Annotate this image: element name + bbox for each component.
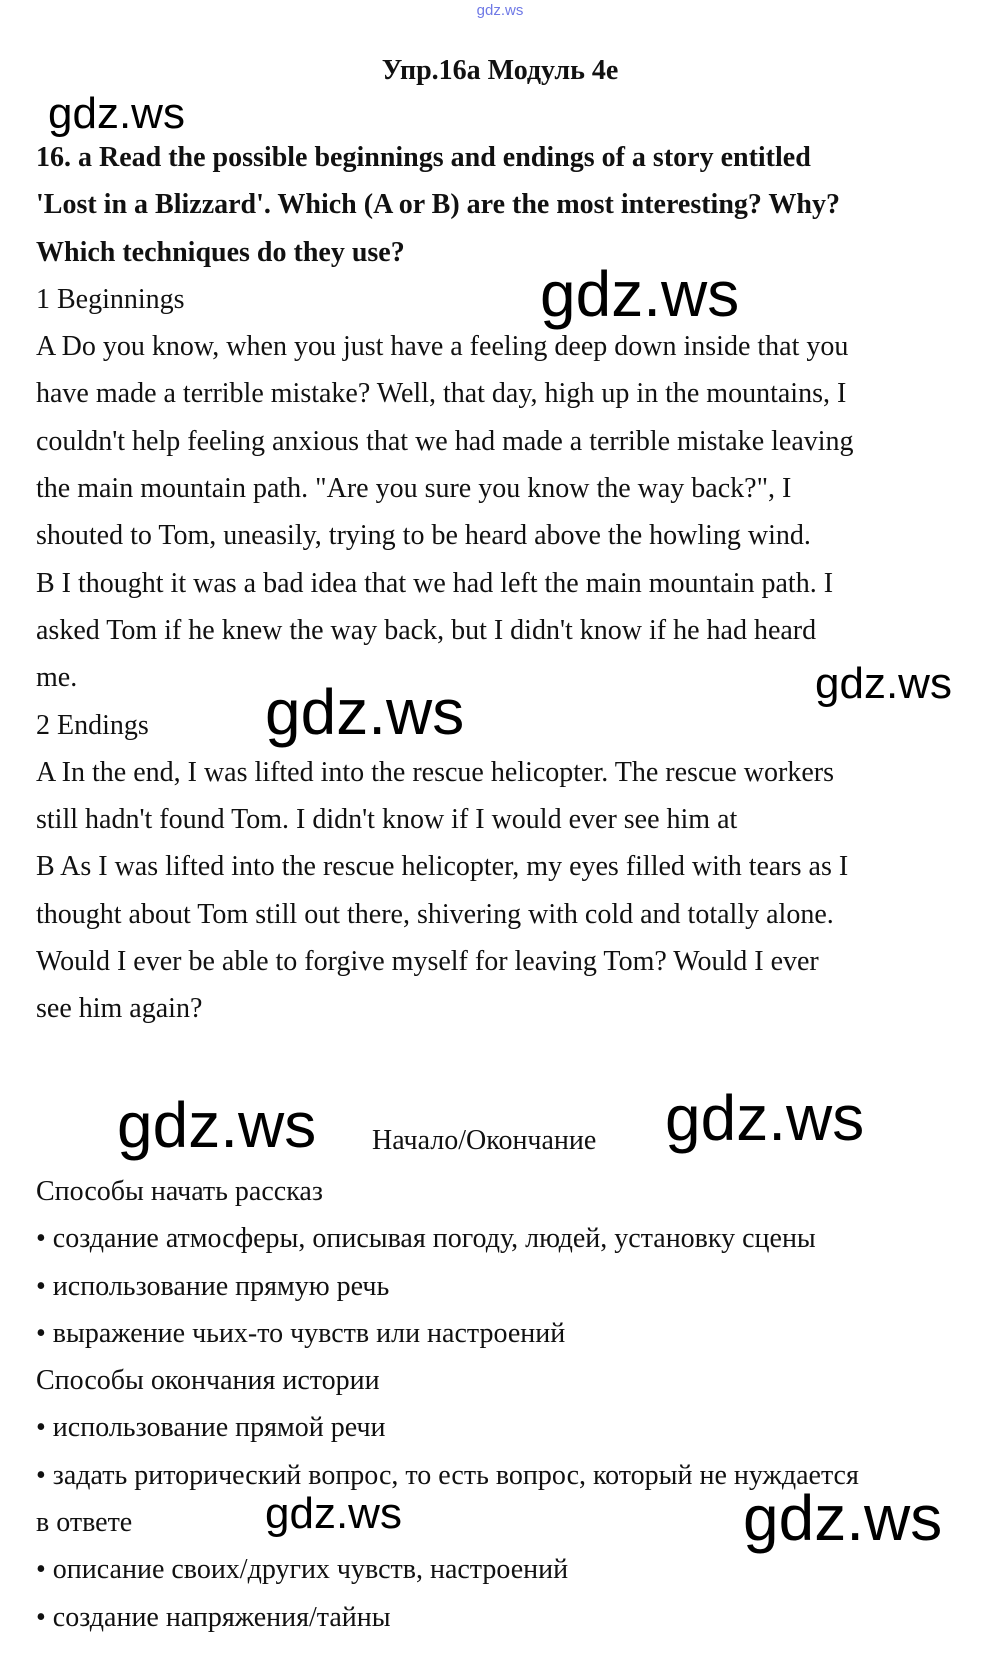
answer-line: • создание напряжения/тайны <box>36 1601 391 1633</box>
answer-line: • выражение чьих-то чувств или настроений <box>36 1317 566 1349</box>
answer-label: Начало/Окончание <box>372 1125 597 1156</box>
watermark-logo: gdz.ws <box>265 1489 402 1538</box>
beginning-a-line: the main mountain path. "Are you sure you know the way back?", I <box>36 473 792 505</box>
watermark-logo: gdz.ws <box>743 1482 943 1554</box>
answer-line: в ответе <box>36 1507 133 1539</box>
ending-b-line: Would I ever be able to forgive myself for leaving Tom? Would I ever <box>36 946 819 978</box>
watermark-logo: gdz.ws <box>665 1082 865 1154</box>
answer-text <box>36 1168 976 1641</box>
top-watermark: gdz.ws <box>476 2 524 19</box>
ending-a-line: A In the end, I was lifted into the rescue helicopter. The rescue workers <box>36 756 834 788</box>
watermark-logo: gdz.ws <box>48 89 185 138</box>
beginning-a-line: shouted to Tom, uneasily, trying to be heard above the howling wind. <box>36 520 811 552</box>
answer-line: • использование прямой речи <box>36 1412 386 1444</box>
endings-heading: 2 Endings <box>36 709 149 741</box>
instruction-line: 16. a Read the possible beginnings and endings of a story entitled <box>36 142 811 173</box>
ending-b-line: B As I was lifted into the rescue helicopter, my eyes filled with tears as I <box>36 851 849 883</box>
watermark-logo: gdz.ws <box>815 659 952 708</box>
beginning-b-line: me. <box>36 662 78 694</box>
answer-line: • использование прямую речь <box>36 1270 390 1302</box>
page-title: Упр.16а Модуль 4e <box>381 55 619 86</box>
answer-line: Способы окончания истории <box>36 1365 380 1397</box>
answer-line: Способы начать рассказ <box>36 1176 323 1207</box>
ending-a-line: still hadn't found Tom. I didn't know if I would ever see him at <box>36 804 738 836</box>
exercise-text <box>36 134 966 1033</box>
answer-line: • создание атмосферы, описывая погоду, людей, установку сцены <box>36 1223 816 1255</box>
watermark-logo: gdz.ws <box>540 258 740 330</box>
beginning-a-line: A Do you know, when you just have a feeling deep down inside that you <box>36 331 849 363</box>
watermark-logo: gdz.ws <box>265 676 465 748</box>
beginning-b-line: asked Tom if he knew the way back, but I didn't know if he had heard <box>36 614 817 646</box>
answer-line: • описание своих/других чувств, настроений <box>36 1554 569 1586</box>
beginning-a-line: have made a terrible mistake? Well, that day, high up in the mountains, I <box>36 378 847 410</box>
answer-line: • задать риторический вопрос, то есть вопрос, который не нуждается <box>36 1459 859 1491</box>
beginnings-heading: 1 Beginnings <box>36 283 185 315</box>
beginning-a-line: couldn't help feeling anxious that we had made a terrible mistake leaving <box>36 425 854 457</box>
instruction-line: 'Lost in a Blizzard'. Which (A or B) are the most interesting? Why? <box>36 189 840 221</box>
ending-b-line: thought about Tom still out there, shivering with cold and totally alone. <box>36 898 834 930</box>
watermark-logo: gdz.ws <box>117 1089 317 1161</box>
ending-b-line: see him again? <box>36 993 203 1025</box>
instruction-line: Which techniques do they use? <box>36 236 405 268</box>
beginning-b-line: B I thought it was a bad idea that we had left the main mountain path. I <box>36 567 834 599</box>
